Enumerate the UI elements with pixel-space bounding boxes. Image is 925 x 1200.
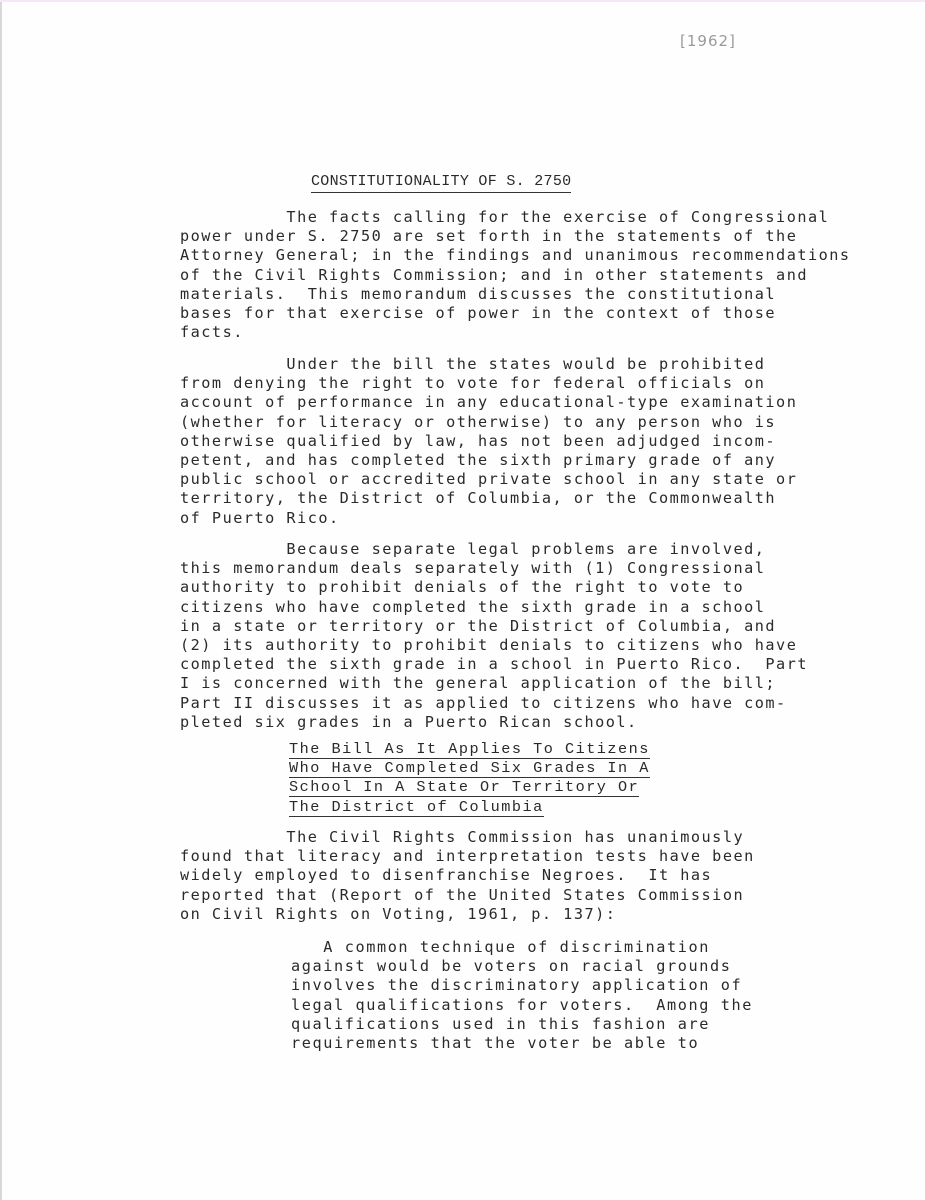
page-edge-left xyxy=(0,0,2,1200)
paragraph-3: Because separate legal problems are involved, this memorandum deals separately with (1) Congressional authority to prohibit denials of the right to vote to citizens who have completed the sixth grade in a school in a state or territory or the District of Columbia, and (2) its authority to prohibit denials to citizens who have completed the sixth grade in a school in Puerto Rico. Part I is concerned with the general application of the bill; Part II discusses it as applied to citizens who have com- pleted six grades in a Puerto Rican school. xyxy=(180,540,808,731)
section-heading-line: Who Have Completed Six Grades In A xyxy=(289,759,650,778)
paragraph-2: Under the bill the states would be prohibited from denying the right to vote for federal officials on account of performance in any educational-type examination (whether for literacy or otherwise) to any person who is otherwise qualified by law, has not been adjudged incom- petent, and has completed the sixth primary grade of any public school or accredited private school in any state or territory, the District of Columbia, or the Commonwealth of Puerto Rico. xyxy=(180,355,798,527)
section-heading-line: The Bill As It Applies To Citizens xyxy=(289,740,650,758)
section-heading-line: The District of Columbia xyxy=(289,797,544,816)
handwritten-date-annotation: [1962] xyxy=(680,32,736,50)
document-title: CONSTITUTIONALITY OF S. 2750 xyxy=(311,173,571,193)
section-heading-line: School In A State Or Territory Or xyxy=(289,778,640,797)
page-edge-top xyxy=(0,0,925,2)
paragraph-4: The Civil Rights Commission has unanimously found that literacy and interpretation tests have been widely employed to disenfranchise Negroes. It has reported that (Report of the United States Commission on Civil Rights on Voting, 1961, p. 137): xyxy=(180,828,755,923)
block-quote: A common technique of discrimination against would be voters on racial grounds involves the discriminatory application of legal qualifications for voters. Among the qualifications used in this fashion are requirements that the voter be able to xyxy=(291,938,753,1053)
section-heading xyxy=(289,740,650,817)
paragraph-1: The facts calling for the exercise of Congressional power under S. 2750 are set forth in the statements of the Attorney General; in the findings and unanimous recommendations of the Civil Rights Commission; and in other statements and materials. This memorandum discusses the constitutional bases for that exercise of power in the context of those facts. xyxy=(180,208,851,342)
